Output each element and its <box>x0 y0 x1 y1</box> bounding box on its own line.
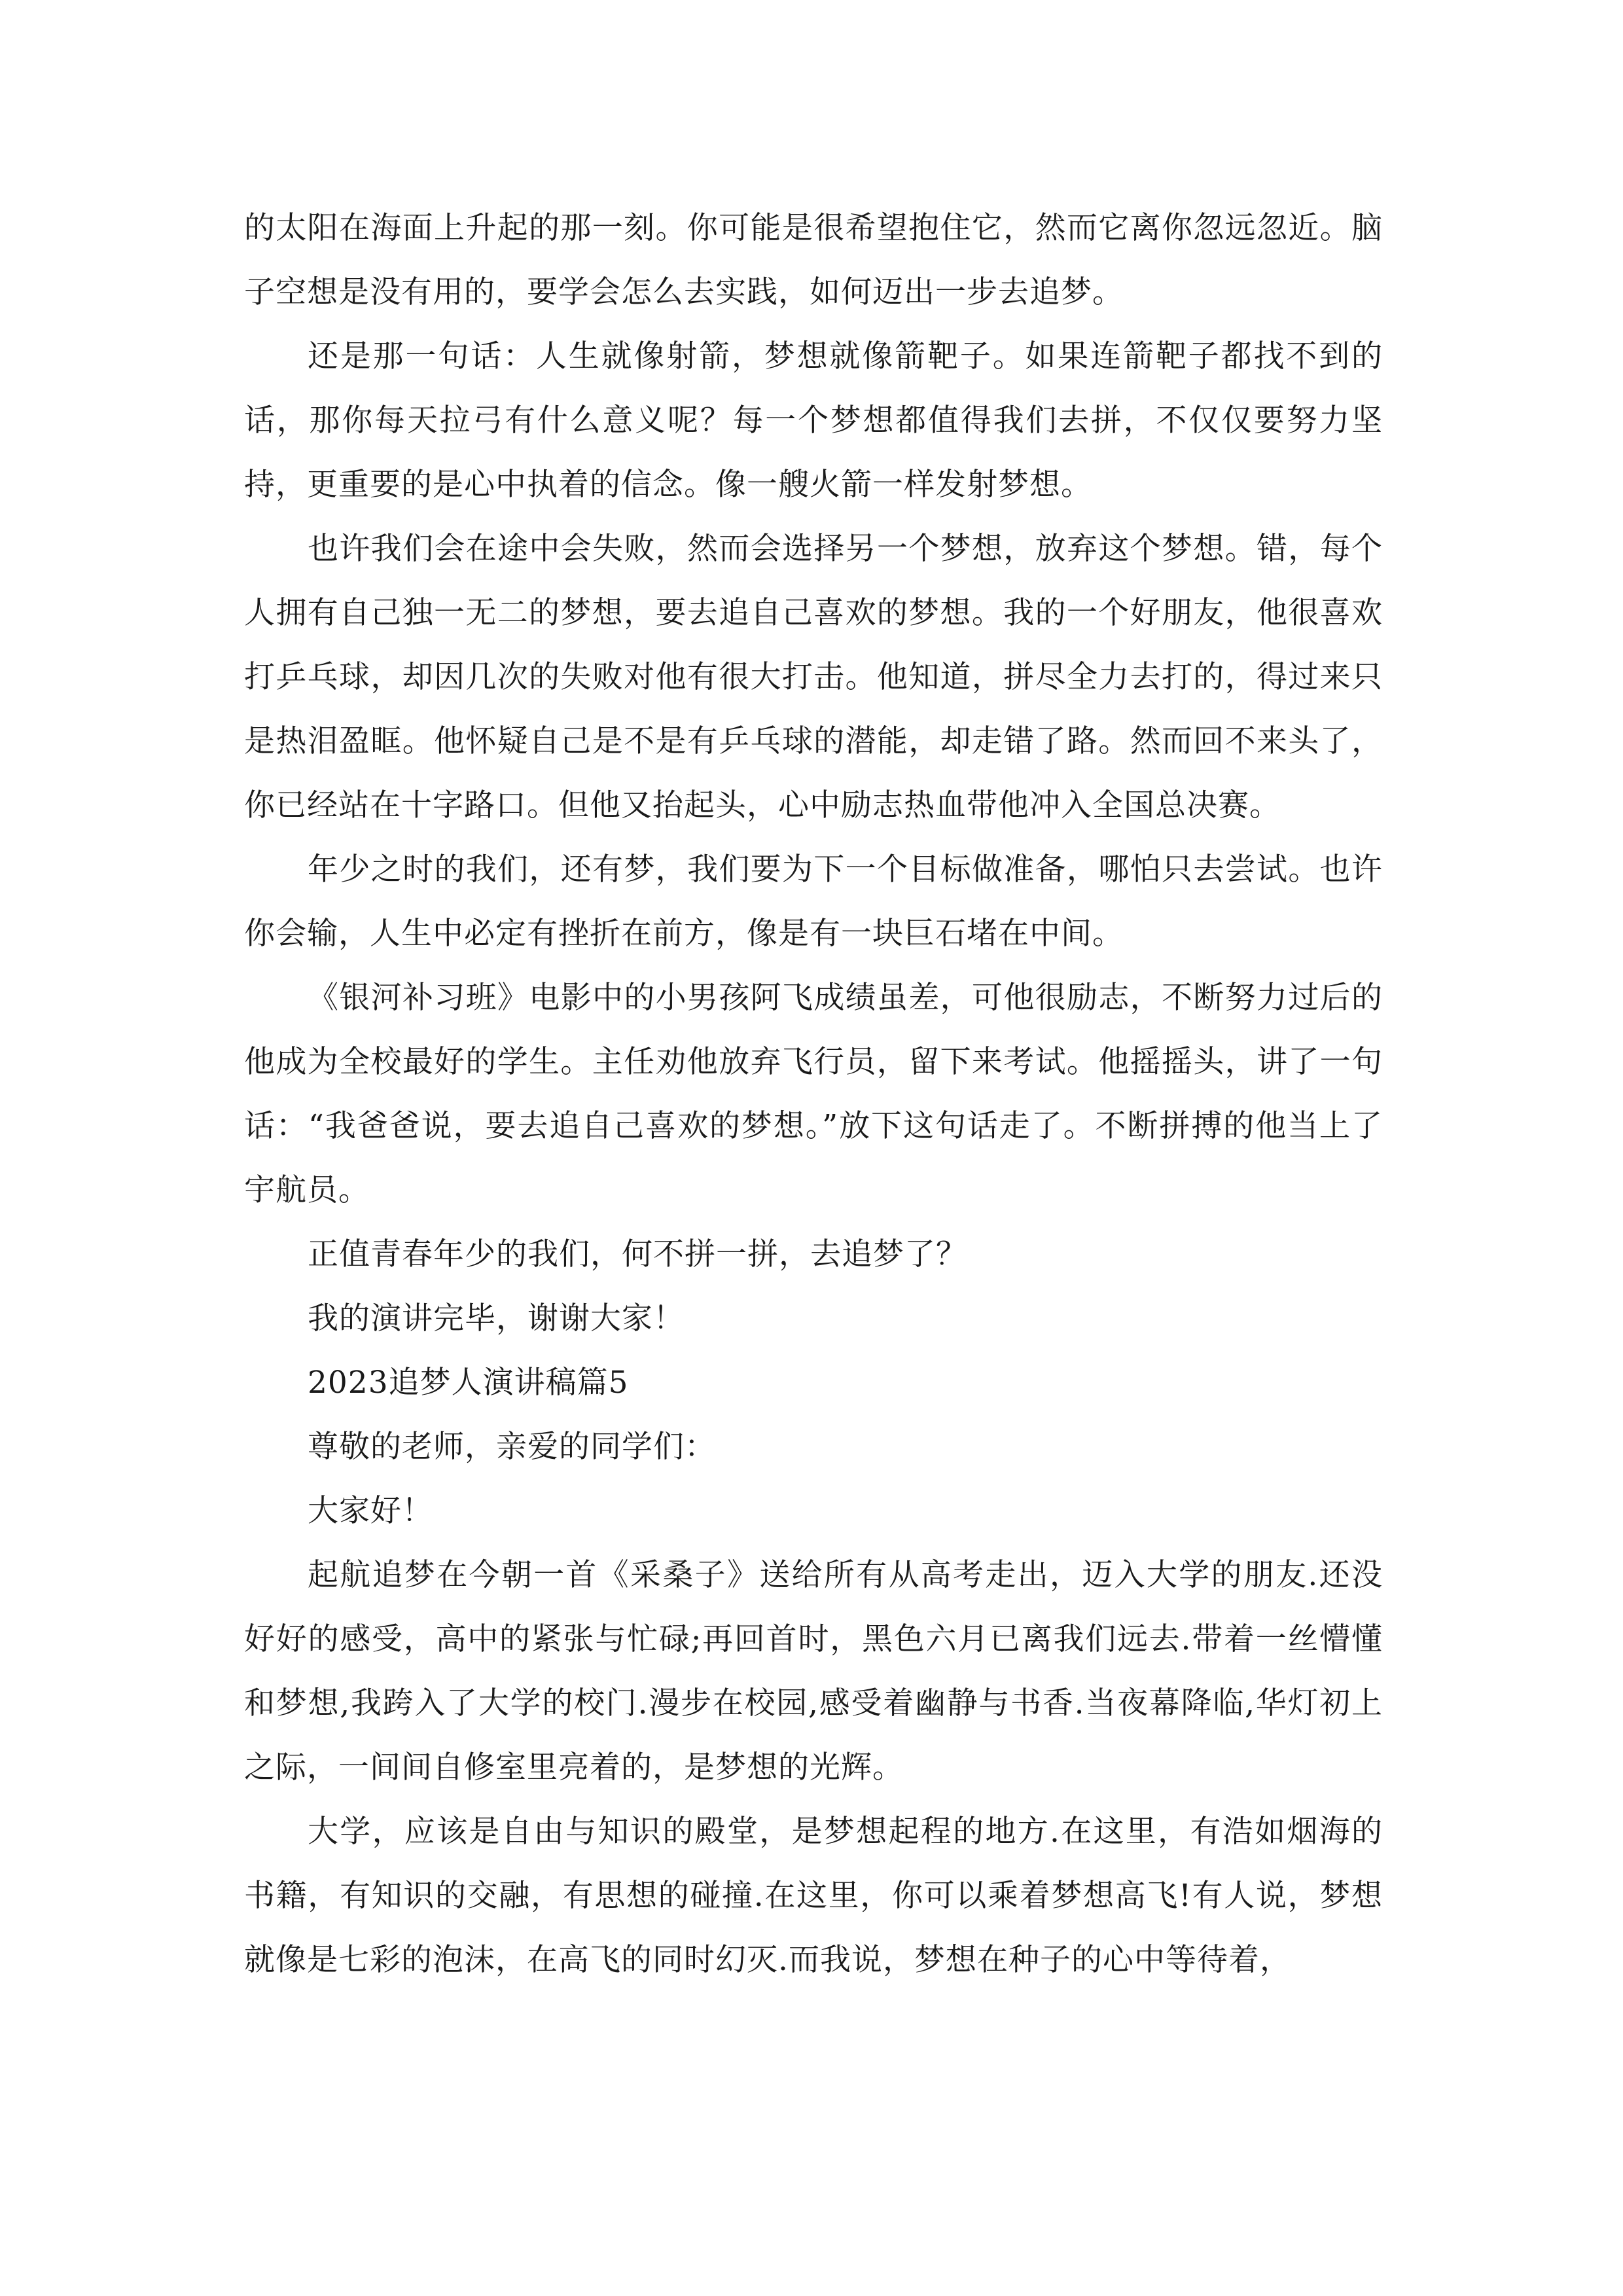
salutation: 尊敬的老师，亲爱的同学们： <box>308 1429 716 1465</box>
paragraph-6: 正值青春年少的我们，何不拼一拼，去追梦了？ <box>308 1236 967 1272</box>
greeting: 大家好！ <box>308 1493 433 1529</box>
paragraph-1: 的太阳在海面上升起的那一刻。你可能是很希望抱住它，然而它离你忽远忽近。脑子空想是没有用的，要学会怎么去实践，如何迈出一步去追梦。 <box>244 210 1383 310</box>
speech-body <box>244 196 1383 1992</box>
paragraph-3: 也许我们会在途中会失败，然而会选择另一个梦想，放弃这个梦想。错，每个人拥有自己独一无二的梦想，要去追自己喜欢的梦想。我的一个好朋友，他很喜欢打乒乓球，却因几次的失败对他有很大打击。他知道，拼尽全力去打的，得过来只是热泪盈眶。他怀疑自己是不是有乒乓球的潜能，却走错了路。然而回不来头了，你已经站在十字路口。但他又抬起头，心中励志热血带他冲入全国总决赛。 <box>244 531 1383 823</box>
paragraph-7: 我的演讲完毕，谢谢大家！ <box>308 1300 685 1336</box>
paragraph-11: 起航追梦在今朝一首《采桑子》送给所有从高考走出，迈入大学的朋友.还没好好的感受，高中的紧张与忙碌;再回首时，黑色六月已离我们远去.带着一丝懵懂和梦想,我跨入了大学的校门.漫步在校园,感受着幽静与书香.当夜幕降临,华灯初上之际，一间间自修室里亮着的，是梦想的光辉。 <box>244 1557 1383 1785</box>
section-heading: 2023追梦人演讲稿篇5 <box>308 1365 629 1401</box>
paragraph-5: 《银河补习班》电影中的小男孩阿飞成绩虽差，可他很励志，不断努力过后的他成为全校最好的学生。主任劝他放弃飞行员，留下来考试。他摇摇头，讲了一句话：“我爸爸说，要去追自己喜欢的梦想。”放下这句话走了。不断拼搏的他当上了宇航员。 <box>244 980 1383 1208</box>
paragraph-2: 还是那一句话：人生就像射箭，梦想就像箭靶子。如果连箭靶子都找不到的话，那你每天拉弓有什么意义呢？每一个梦想都值得我们去拼，不仅仅要努力坚持，更重要的是心中执着的信念。像一艘火箭一样发射梦想。 <box>244 338 1383 503</box>
paragraph-12: 大学，应该是自由与知识的殿堂，是梦想起程的地方.在这里，有浩如烟海的书籍，有知识的交融，有思想的碰撞.在这里，你可以乘着梦想高飞!有人说，梦想就像是七彩的泡沫，在高飞的同时幻灭.而我说，梦想在种子的心中等待着， <box>244 1814 1383 1978</box>
paragraph-4: 年少之时的我们，还有梦，我们要为下一个目标做准备，哪怕只去尝试。也许你会输，人生中必定有挫折在前方，像是有一块巨石堵在中间。 <box>244 852 1383 952</box>
